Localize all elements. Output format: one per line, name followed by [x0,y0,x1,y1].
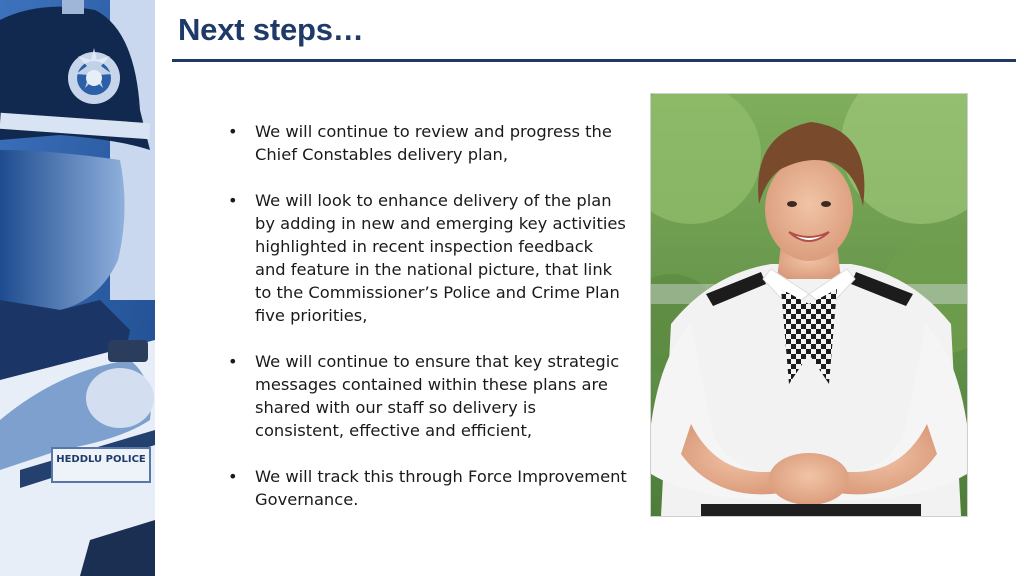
title-divider [172,59,1016,62]
bullet-marker: • [228,191,238,210]
bullet-text: We will continue to ensure that key strategic messages contained within these plans are shared with our staff so delivery is consistent, effective and efficient, [255,352,620,440]
bullet-text: We will continue to review and progress the Chief Constables delivery plan, [255,122,612,164]
bullet-item [228,465,628,511]
police-officer-image [0,0,155,576]
bullet-text: We will look to enhance delivery of the plan by adding in new and emerging key activities highlighted in recent inspection feedback and feature in the national picture, that link to the Commissioner’s Police and Crime Plan five priorities, [255,191,626,325]
slide-title: Next steps… [178,12,364,47]
badge-text: HEDDLU POLICE [56,454,146,465]
bullet-marker: • [228,467,238,486]
bullet-item [228,120,628,166]
bullet-item [228,350,628,442]
bullet-marker: • [228,352,238,371]
bullet-text: We will track this through Force Improvement Governance. [255,467,627,509]
bullet-item [228,189,628,327]
officer-portrait-photo [650,93,968,517]
bullet-list [228,120,628,534]
bullet-marker: • [228,122,238,141]
